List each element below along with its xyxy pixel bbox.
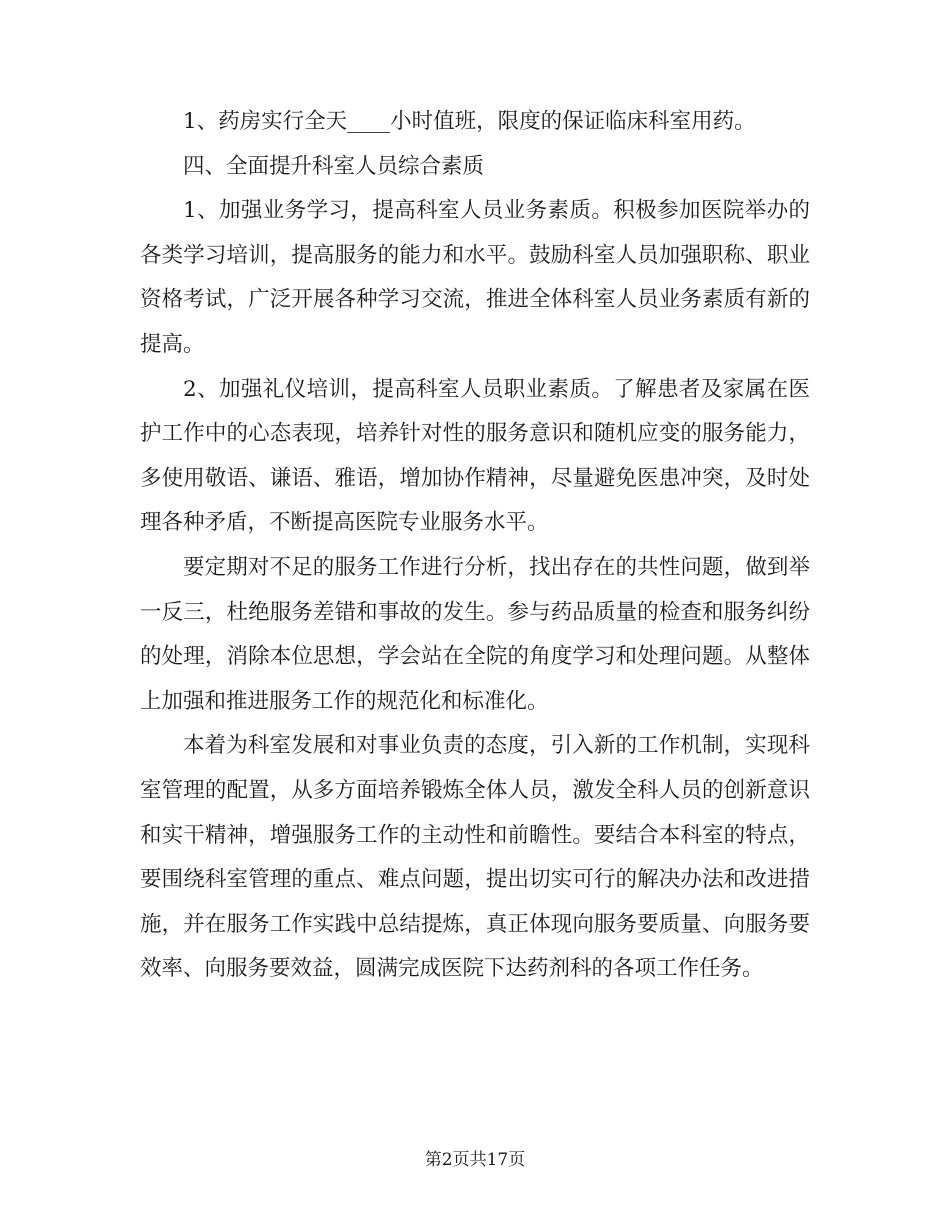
paragraph-etiquette-training: 2、加强礼仪培训，提高科室人员职业素质。了解患者及家属在医护工作中的心态表现，培养针对性的服务意识和随机应变的服务能力，多使用敬语、谦语、雅语，增加协作精神，尽量避免医患冲突，及时处理各种矛盾，不断提高医院专业服务水平。 [140, 376, 810, 536]
page-number-footer: 第2页共17页 [424, 1150, 526, 1170]
document-body [140, 100, 810, 992]
paragraph-management-mechanism: 本着为科室发展和对事业负责的态度，引入新的工作机制，实现科室管理的配置，从多方面培养锻炼全体人员，激发全科人员的创新意识和实干精神，增强服务工作的主动性和前瞻性。要结合本科室的特点，要围绕科室管理的重点、难点问题，提出切实可行的解决办法和改进措施，并在服务工作实践中总结提炼，真正体现向服务要质量、向服务要效率、向服务要效益，圆满完成医院下达药剂科的各项工作任务。 [140, 733, 810, 982]
section-heading: 四、全面提升科室人员综合素质 [183, 153, 485, 179]
paragraph-service-analysis: 要定期对不足的服务工作进行分析，找出存在的共性问题，做到举一反三，杜绝服务差错和事故的发生。参与药品质量的检查和服务纠纷的处理，消除本位思想，学会站在全院的角度学习和处理问题。从整体上加强和推进服务工作的规范化和标准化。 [140, 554, 810, 714]
paragraph-duty-hours: 1、药房实行全天____小时值班，限度的保证临床科室用药。 [183, 109, 756, 134]
paragraph-business-study: 1、加强业务学习，提高科室人员业务素质。积极参加医院举办的各类学习培训，提高服务的能力和水平。鼓励科室人员加强职称、职业资格考试，广泛开展各种学习交流，推进全体科室人员业务素质有新的提高。 [140, 198, 810, 357]
